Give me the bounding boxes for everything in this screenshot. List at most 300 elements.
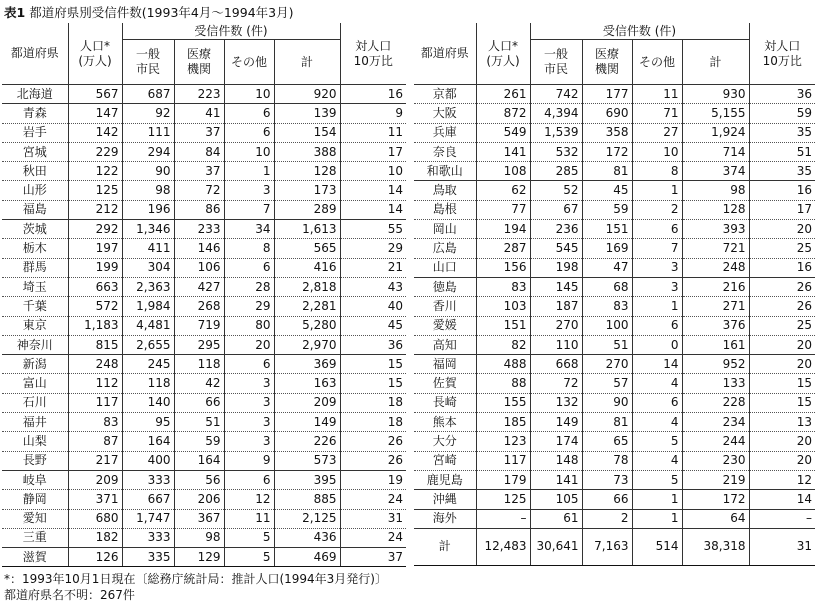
ratio-header: 対人口 10万比 xyxy=(749,23,815,85)
table-row xyxy=(414,297,815,316)
other-count: 5 xyxy=(224,548,274,567)
pref-name: 静岡 xyxy=(2,490,68,509)
general-public-count: 668 xyxy=(530,355,582,374)
total-count: 395 xyxy=(274,470,340,489)
per-100k-ratio: 18 xyxy=(340,393,406,412)
table-row xyxy=(414,393,815,412)
other-count: 1 xyxy=(632,181,682,200)
table-row xyxy=(414,181,815,200)
total-count: 271 xyxy=(682,297,749,316)
received-count-header: 受信件数 (件) xyxy=(122,23,340,40)
general-public-count: 72 xyxy=(530,374,582,393)
medical-count: 206 xyxy=(174,490,224,509)
total-count: 209 xyxy=(274,393,340,412)
medical-count: 86 xyxy=(174,200,224,219)
per-100k-ratio: 11 xyxy=(340,123,406,142)
per-100k-ratio: 17 xyxy=(340,142,406,161)
other-count: 2 xyxy=(632,200,682,219)
medical-count: 172 xyxy=(582,142,632,161)
pref-name: 茨城 xyxy=(2,220,68,239)
total-count: 2,281 xyxy=(274,297,340,316)
per-100k-ratio: 20 xyxy=(749,355,815,374)
per-100k-ratio: 15 xyxy=(749,374,815,393)
total-count: 930 xyxy=(682,85,749,104)
per-100k-ratio: 15 xyxy=(340,374,406,393)
total-count: 244 xyxy=(682,432,749,451)
table-row xyxy=(2,104,406,123)
total-count: 416 xyxy=(274,258,340,277)
population: 217 xyxy=(68,451,122,470)
col-other: その他 xyxy=(224,40,274,85)
population: 87 xyxy=(68,432,122,451)
other-count: 6 xyxy=(632,220,682,239)
total-count: 98 xyxy=(682,181,749,200)
table-row xyxy=(414,162,815,181)
received-count-header: 受信件数 (件) xyxy=(530,23,749,40)
pref-name: 埼玉 xyxy=(2,277,68,296)
medical-count: 358 xyxy=(582,123,632,142)
population: 872 xyxy=(476,104,530,123)
per-100k-ratio: 45 xyxy=(340,316,406,335)
table-row xyxy=(2,355,406,374)
per-100k-ratio: 35 xyxy=(749,123,815,142)
medical-count: 57 xyxy=(582,374,632,393)
other-count: 6 xyxy=(224,104,274,123)
pref-name: 岐阜 xyxy=(2,470,68,489)
general-public-count: 245 xyxy=(122,355,174,374)
general-public-count: 132 xyxy=(530,393,582,412)
pref-name: 山梨 xyxy=(2,432,68,451)
medical-count: 65 xyxy=(582,432,632,451)
other-count: 28 xyxy=(224,277,274,296)
other-count: 6 xyxy=(224,123,274,142)
per-100k-ratio: 43 xyxy=(340,277,406,296)
population: 77 xyxy=(476,200,530,219)
pref-name: 広島 xyxy=(414,239,476,258)
per-100k-ratio: 24 xyxy=(340,490,406,509)
per-100k-ratio: 59 xyxy=(749,104,815,123)
medical-count: 81 xyxy=(582,413,632,432)
col-medical-institution: 医療 機関 xyxy=(582,40,632,85)
population: 179 xyxy=(476,470,530,489)
population: 123 xyxy=(476,432,530,451)
per-100k-ratio: 25 xyxy=(749,316,815,335)
total-count: 2,818 xyxy=(274,277,340,296)
table-row xyxy=(2,123,406,142)
table-row xyxy=(414,374,815,393)
pref-name: 海外 xyxy=(414,509,476,528)
col-total: 計 xyxy=(274,40,340,85)
col-medical-institution: 医療 機関 xyxy=(174,40,224,85)
general-public-count: 52 xyxy=(530,181,582,200)
general-public-count: 2,655 xyxy=(122,335,174,354)
per-100k-ratio: 17 xyxy=(749,200,815,219)
general-public-count: 67 xyxy=(530,200,582,219)
per-100k-ratio: 36 xyxy=(340,335,406,354)
medical-count: 118 xyxy=(174,355,224,374)
other-count: 29 xyxy=(224,297,274,316)
medical-count: 51 xyxy=(582,335,632,354)
medical-count: 129 xyxy=(174,548,224,567)
general-public-count: 236 xyxy=(530,220,582,239)
population: 141 xyxy=(476,142,530,161)
per-100k-ratio: 37 xyxy=(340,548,406,567)
pref-name: 神奈川 xyxy=(2,335,68,354)
general-public-count: 1,984 xyxy=(122,297,174,316)
general-public-count: 667 xyxy=(122,490,174,509)
population: 261 xyxy=(476,85,530,104)
population: 567 xyxy=(68,85,122,104)
population: 248 xyxy=(68,355,122,374)
population: 488 xyxy=(476,355,530,374)
per-100k-ratio: 55 xyxy=(340,220,406,239)
pref-header: 都道府県 xyxy=(2,23,68,85)
population: 197 xyxy=(68,239,122,258)
population-header: 人口* (万人) xyxy=(68,23,122,85)
medical-count: 106 xyxy=(174,258,224,277)
total-count: 721 xyxy=(682,239,749,258)
general-public-count: 61 xyxy=(530,509,582,528)
other-count: 4 xyxy=(632,413,682,432)
pref-name: 新潟 xyxy=(2,355,68,374)
other-count: 10 xyxy=(632,142,682,161)
general-public-count: 333 xyxy=(122,528,174,547)
medical-count: 84 xyxy=(174,142,224,161)
population: 199 xyxy=(68,258,122,277)
general-public-count: 145 xyxy=(530,277,582,296)
other-count: 4 xyxy=(632,374,682,393)
pref-name: 滋賀 xyxy=(2,548,68,567)
pref-name: 千葉 xyxy=(2,297,68,316)
pref-name: 和歌山 xyxy=(414,162,476,181)
general-public-count: 110 xyxy=(530,335,582,354)
per-100k-ratio: 40 xyxy=(340,297,406,316)
population: 83 xyxy=(476,277,530,296)
table-row xyxy=(2,316,406,335)
medical-count: 100 xyxy=(582,316,632,335)
pref-name: 福井 xyxy=(2,413,68,432)
other-count: 4 xyxy=(632,451,682,470)
table-caption: 都道府県別受信件数(1993年4月～1994年3月) xyxy=(29,5,294,20)
table-row xyxy=(414,220,815,239)
pref-name: 栃木 xyxy=(2,239,68,258)
other-count: 3 xyxy=(224,413,274,432)
medical-count: 367 xyxy=(174,509,224,528)
total-count: 2,970 xyxy=(274,335,340,354)
table-row xyxy=(414,316,815,335)
general-public-count: 335 xyxy=(122,548,174,567)
table-row xyxy=(414,123,815,142)
population: 12,483 xyxy=(476,528,530,565)
pref-name: 徳島 xyxy=(414,277,476,296)
general-public-count: 294 xyxy=(122,142,174,161)
general-public-count: 92 xyxy=(122,104,174,123)
pref-name: 高知 xyxy=(414,335,476,354)
other-count: 6 xyxy=(632,316,682,335)
pref-header: 都道府県 xyxy=(414,23,476,85)
table-row xyxy=(2,297,406,316)
population: 185 xyxy=(476,413,530,432)
total-count: 128 xyxy=(274,162,340,181)
table-row xyxy=(2,181,406,200)
pref-name: 青森 xyxy=(2,104,68,123)
medical-count: 233 xyxy=(174,220,224,239)
per-100k-ratio: 25 xyxy=(749,239,815,258)
table-row xyxy=(2,162,406,181)
total-count: 173 xyxy=(274,181,340,200)
other-count: 3 xyxy=(632,258,682,277)
population: 103 xyxy=(476,297,530,316)
other-count: 3 xyxy=(224,432,274,451)
general-public-count: 532 xyxy=(530,142,582,161)
population: 112 xyxy=(68,374,122,393)
other-count: 8 xyxy=(632,162,682,181)
other-count: 80 xyxy=(224,316,274,335)
population: 88 xyxy=(476,374,530,393)
total-count: 376 xyxy=(682,316,749,335)
population: 83 xyxy=(68,413,122,432)
medical-count: 427 xyxy=(174,277,224,296)
medical-count: 72 xyxy=(174,181,224,200)
total-count: 565 xyxy=(274,239,340,258)
population: 117 xyxy=(68,393,122,412)
total-count: 2,125 xyxy=(274,509,340,528)
population: 156 xyxy=(476,258,530,277)
general-public-count: 148 xyxy=(530,451,582,470)
per-100k-ratio: 20 xyxy=(749,220,815,239)
pref-name: 鹿児島 xyxy=(414,470,476,489)
population: 142 xyxy=(68,123,122,142)
table-row xyxy=(2,548,406,567)
general-public-count: 270 xyxy=(530,316,582,335)
table-label: 表1 xyxy=(4,5,26,20)
medical-count: 295 xyxy=(174,335,224,354)
table-row xyxy=(414,451,815,470)
medical-count: 66 xyxy=(174,393,224,412)
population: 549 xyxy=(476,123,530,142)
table-row xyxy=(414,277,815,296)
other-count: 34 xyxy=(224,220,274,239)
other-count: 11 xyxy=(632,85,682,104)
pref-name: 香川 xyxy=(414,297,476,316)
pref-name: 京都 xyxy=(414,85,476,104)
total-count: 5,155 xyxy=(682,104,749,123)
population-header: 人口* (万人) xyxy=(476,23,530,85)
medical-count: 47 xyxy=(582,258,632,277)
population: 209 xyxy=(68,470,122,489)
population: 663 xyxy=(68,277,122,296)
other-count: 3 xyxy=(224,393,274,412)
other-count: 27 xyxy=(632,123,682,142)
pref-name: 愛知 xyxy=(2,509,68,528)
other-count: 3 xyxy=(224,181,274,200)
table-row xyxy=(414,142,815,161)
medical-count: 78 xyxy=(582,451,632,470)
pref-name: 秋田 xyxy=(2,162,68,181)
medical-count: 2 xyxy=(582,509,632,528)
medical-count: 164 xyxy=(174,451,224,470)
pref-name: 鳥取 xyxy=(414,181,476,200)
pref-name: 岩手 xyxy=(2,123,68,142)
table-title xyxy=(4,3,294,21)
other-count: 6 xyxy=(632,393,682,412)
table-row xyxy=(2,393,406,412)
population: 194 xyxy=(476,220,530,239)
other-count: 71 xyxy=(632,104,682,123)
total-count: 289 xyxy=(274,200,340,219)
medical-count: 59 xyxy=(174,432,224,451)
population: 292 xyxy=(68,220,122,239)
general-public-count: 141 xyxy=(530,470,582,489)
medical-count: 81 xyxy=(582,162,632,181)
population: 287 xyxy=(476,239,530,258)
per-100k-ratio: 31 xyxy=(340,509,406,528)
other-count: 3 xyxy=(632,277,682,296)
pref-name: 大阪 xyxy=(414,104,476,123)
per-100k-ratio: 20 xyxy=(749,335,815,354)
table-row xyxy=(2,432,406,451)
total-count: 920 xyxy=(274,85,340,104)
table-row xyxy=(414,355,815,374)
pref-name: 愛媛 xyxy=(414,316,476,335)
per-100k-ratio: 9 xyxy=(340,104,406,123)
population: 147 xyxy=(68,104,122,123)
general-public-count: 1,747 xyxy=(122,509,174,528)
general-public-count: 1,346 xyxy=(122,220,174,239)
other-count: 5 xyxy=(632,470,682,489)
table-row xyxy=(414,413,815,432)
per-100k-ratio: 20 xyxy=(749,451,815,470)
medical-count: 59 xyxy=(582,200,632,219)
total-count: 393 xyxy=(682,220,749,239)
total-count: 573 xyxy=(274,451,340,470)
pref-name: 計 xyxy=(414,528,476,565)
population: 125 xyxy=(476,490,530,509)
pref-name: 北海道 xyxy=(2,85,68,104)
total-count: 369 xyxy=(274,355,340,374)
general-public-count: 196 xyxy=(122,200,174,219)
table-row xyxy=(2,451,406,470)
general-public-count: 198 xyxy=(530,258,582,277)
pref-name: 長野 xyxy=(2,451,68,470)
table-row xyxy=(2,85,406,104)
other-count: 10 xyxy=(224,142,274,161)
table-row xyxy=(414,509,815,528)
per-100k-ratio: 15 xyxy=(749,393,815,412)
total-count: 374 xyxy=(682,162,749,181)
pref-name: 富山 xyxy=(2,374,68,393)
table-row xyxy=(414,258,815,277)
total-count: 1,613 xyxy=(274,220,340,239)
footnote-unknown-pref: 都道府県名不明：267件 xyxy=(4,588,135,602)
per-100k-ratio: 14 xyxy=(340,200,406,219)
pref-name: 山形 xyxy=(2,181,68,200)
total-count: 436 xyxy=(274,528,340,547)
per-100k-ratio: 29 xyxy=(340,239,406,258)
other-count: 3 xyxy=(224,374,274,393)
total-count: 885 xyxy=(274,490,340,509)
medical-count: 268 xyxy=(174,297,224,316)
general-public-count: 140 xyxy=(122,393,174,412)
general-public-count: 98 xyxy=(122,181,174,200)
population: 815 xyxy=(68,335,122,354)
population: 572 xyxy=(68,297,122,316)
per-100k-ratio: 18 xyxy=(340,413,406,432)
population: 182 xyxy=(68,528,122,547)
per-100k-ratio: 51 xyxy=(749,142,815,161)
per-100k-ratio: 15 xyxy=(340,355,406,374)
general-public-count: 545 xyxy=(530,239,582,258)
general-public-count: 105 xyxy=(530,490,582,509)
other-count: 20 xyxy=(224,335,274,354)
per-100k-ratio: 16 xyxy=(340,85,406,104)
per-100k-ratio: 13 xyxy=(749,413,815,432)
other-count: 12 xyxy=(224,490,274,509)
medical-count: 90 xyxy=(582,393,632,412)
medical-count: 37 xyxy=(174,162,224,181)
population: 212 xyxy=(68,200,122,219)
pref-name: 三重 xyxy=(2,528,68,547)
table-row xyxy=(2,200,406,219)
general-public-count: 4,394 xyxy=(530,104,582,123)
medical-count: 177 xyxy=(582,85,632,104)
total-count: 163 xyxy=(274,374,340,393)
medical-count: 73 xyxy=(582,470,632,489)
table-row xyxy=(2,470,406,489)
pref-name: 東京 xyxy=(2,316,68,335)
per-100k-ratio: 10 xyxy=(340,162,406,181)
table-row xyxy=(414,432,815,451)
medical-count: 270 xyxy=(582,355,632,374)
pref-name: 島根 xyxy=(414,200,476,219)
pref-name: 山口 xyxy=(414,258,476,277)
col-other: その他 xyxy=(632,40,682,85)
other-count: 6 xyxy=(224,470,274,489)
table-row xyxy=(2,490,406,509)
pref-name: 奈良 xyxy=(414,142,476,161)
footnote-population-source: *：1993年10月1日現在〔総務庁統計局：推計人口(1994年3月発行)〕 xyxy=(4,572,387,586)
pref-name: 佐賀 xyxy=(414,374,476,393)
total-count: 469 xyxy=(274,548,340,567)
pref-name: 宮崎 xyxy=(414,451,476,470)
right-table xyxy=(414,23,815,566)
ratio-header: 対人口 10万比 xyxy=(340,23,406,85)
other-count: 8 xyxy=(224,239,274,258)
general-public-count: 95 xyxy=(122,413,174,432)
general-public-count: 285 xyxy=(530,162,582,181)
other-count: 9 xyxy=(224,451,274,470)
population: 122 xyxy=(68,162,122,181)
total-count: 226 xyxy=(274,432,340,451)
per-100k-ratio: 14 xyxy=(340,181,406,200)
general-public-count: 304 xyxy=(122,258,174,277)
medical-count: 719 xyxy=(174,316,224,335)
general-public-count: 149 xyxy=(530,413,582,432)
table-row xyxy=(2,413,406,432)
total-count: 64 xyxy=(682,509,749,528)
per-100k-ratio: 24 xyxy=(340,528,406,547)
general-public-count: 174 xyxy=(530,432,582,451)
medical-count: 68 xyxy=(582,277,632,296)
table-row xyxy=(414,85,815,104)
total-count: 248 xyxy=(682,258,749,277)
total-count: 161 xyxy=(682,335,749,354)
table-row xyxy=(414,490,815,509)
per-100k-ratio: 36 xyxy=(749,85,815,104)
table-row xyxy=(2,335,406,354)
total-count: 172 xyxy=(682,490,749,509)
other-count: 10 xyxy=(224,85,274,104)
